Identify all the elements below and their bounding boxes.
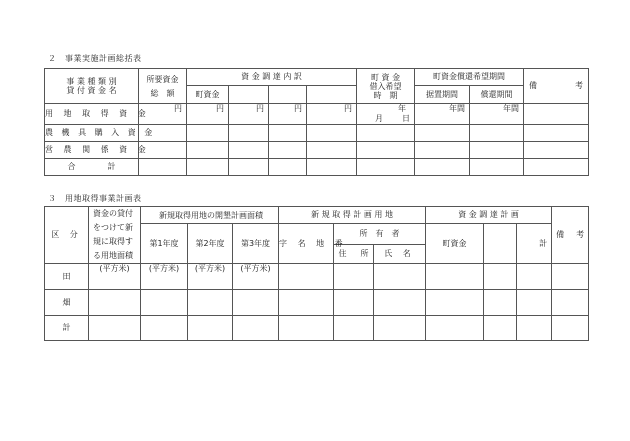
fund-sub-empty: [484, 224, 517, 264]
summary-table: [44, 68, 589, 176]
funding-plan-header: 資 金 調 達 計 画: [426, 207, 552, 224]
fund-sub-empty-3: [307, 86, 357, 104]
total-label: 合 計: [45, 159, 139, 176]
cell: [415, 142, 470, 159]
loan-area-header: [89, 207, 141, 264]
category-header: 区 分: [45, 207, 89, 264]
cell: [374, 316, 426, 341]
cell: [229, 159, 269, 176]
cell: [89, 316, 141, 341]
remarks-a: 備: [529, 81, 538, 90]
loan-area-line1: 資金の貸付: [93, 209, 133, 218]
cell: [187, 159, 229, 176]
table-row: [45, 142, 589, 159]
unit-label: (平方米): [89, 264, 141, 290]
cell: [233, 316, 279, 341]
cell: [426, 264, 484, 290]
cell: [470, 125, 524, 142]
remarks-header: [552, 207, 589, 264]
cell: [139, 159, 187, 176]
loan-line3: 時 期: [373, 90, 398, 100]
cell: [552, 290, 589, 316]
cell: [374, 264, 426, 290]
cell: [187, 125, 229, 142]
cell: [517, 316, 552, 341]
cell: [484, 264, 517, 290]
cell: [552, 316, 589, 341]
cell: [470, 159, 524, 176]
yen-unit: 円: [139, 104, 187, 125]
unit-label: (平方米): [188, 264, 233, 290]
lot-number-header: 字 名 地 番: [279, 224, 334, 264]
cell: [269, 142, 307, 159]
cell: [517, 290, 552, 316]
remarks-a: 備: [556, 230, 565, 239]
loan-line1: 町 資 金: [370, 72, 401, 82]
town-fund-subheader: 町資金: [426, 224, 484, 264]
loan-timing-header: [357, 69, 415, 104]
table-row: [45, 125, 589, 142]
row-label: 農 機 具 購 入 資 金: [45, 125, 139, 142]
cell: [279, 264, 334, 290]
cell: [188, 290, 233, 316]
yen-unit: 円: [229, 104, 269, 125]
years-unit: 年間: [415, 104, 470, 125]
cell: [233, 290, 279, 316]
section2-title: ３ 用地取得事業計画表: [48, 194, 142, 203]
cell: [141, 316, 188, 341]
item-header-line2: 貸 付 資 金 名: [66, 86, 117, 95]
cell: [470, 142, 524, 159]
row-label: 畑: [45, 290, 89, 316]
unit-label: (平方米): [233, 264, 279, 290]
address-char2: 所: [360, 249, 369, 258]
address-char1: 住: [338, 249, 347, 258]
cell: [484, 290, 517, 316]
table-row: [45, 159, 589, 176]
loan-area-line3: 規に取得す: [93, 237, 133, 246]
yen-unit: 円: [269, 104, 307, 125]
cell: [524, 125, 589, 142]
day-unit: 日: [402, 114, 411, 123]
deferment-subheader: 据置期間: [415, 86, 470, 104]
remarks-header: [524, 69, 589, 104]
cell: [334, 316, 374, 341]
cell: [517, 264, 552, 290]
remarks-cell: [524, 104, 589, 125]
row-label: 用 地 取 得 資 金: [45, 104, 139, 125]
table-row: [45, 264, 589, 290]
cell: [187, 142, 229, 159]
cell: [426, 316, 484, 341]
required-fund-header: [139, 69, 187, 104]
required-line1: 所要資金: [146, 74, 179, 84]
table-row: [45, 104, 589, 125]
table-row: [45, 290, 589, 316]
loan-area-line2: をつけて新: [93, 223, 133, 232]
loan-line2: 借入希望: [369, 81, 402, 91]
cell: [426, 290, 484, 316]
month-unit: 月: [375, 114, 384, 123]
cell: [229, 142, 269, 159]
cell: [279, 290, 334, 316]
new-land-plan-header: 新 規 取 得 計 画 用 地: [279, 207, 426, 224]
row-label: 田: [45, 264, 89, 290]
year1-header: 第1年度: [141, 224, 188, 264]
repay-period-header: 町資金償還希望期間: [415, 69, 524, 86]
year-unit: 年: [398, 104, 407, 113]
cell: [141, 290, 188, 316]
required-line2: 総 額: [150, 88, 175, 98]
cell: [307, 142, 357, 159]
cell: [269, 125, 307, 142]
cell: [552, 264, 589, 290]
cell: [415, 125, 470, 142]
cell: [307, 125, 357, 142]
yen-unit: 円: [307, 104, 357, 125]
owner-header: 所 有 者: [334, 224, 426, 245]
cell: [415, 159, 470, 176]
fund-sub-empty-2: [269, 86, 307, 104]
repayment-subheader: 償還期間: [470, 86, 524, 104]
cell: [374, 290, 426, 316]
fund-total-subheader: 計: [517, 224, 552, 264]
date-cell: [357, 104, 415, 125]
row-label: 営 農 関 係 資 金: [45, 142, 139, 159]
yen-unit: 円: [187, 104, 229, 125]
cell: [357, 142, 415, 159]
fund-sub-empty-1: [229, 86, 269, 104]
cell: [357, 125, 415, 142]
land-acquisition-table: [44, 206, 589, 341]
unit-label: (平方米): [141, 264, 188, 290]
cell: [524, 142, 589, 159]
remarks-b: 考: [575, 81, 584, 90]
cell: [484, 316, 517, 341]
cell: [188, 316, 233, 341]
loan-area-line4: る用地面積: [93, 251, 133, 260]
cell: [279, 316, 334, 341]
cell: [307, 159, 357, 176]
row-label: 計: [45, 316, 89, 341]
cell: [524, 159, 589, 176]
cell: [334, 290, 374, 316]
funding-breakdown-header: 資 金 調 達 内 訳: [187, 69, 357, 86]
cell: [357, 159, 415, 176]
remarks-b: 考: [576, 230, 585, 239]
cell: [229, 125, 269, 142]
cell: [89, 290, 141, 316]
new-development-header: 新規取得用地の開墾計画面積: [141, 207, 279, 224]
item-header-line1: 事 業 種 類 別: [66, 77, 117, 86]
section1-title: ２ 事業実施計画総括表: [48, 54, 142, 63]
town-fund-subheader: 町資金: [187, 86, 229, 104]
years-unit: 年間: [470, 104, 524, 125]
name-header: 氏 名: [374, 245, 426, 264]
table-row: [45, 316, 589, 341]
cell: [334, 264, 374, 290]
cell: [269, 159, 307, 176]
year2-header: 第2年度: [188, 224, 233, 264]
year3-header: 第3年度: [233, 224, 279, 264]
item-header: [45, 69, 139, 104]
